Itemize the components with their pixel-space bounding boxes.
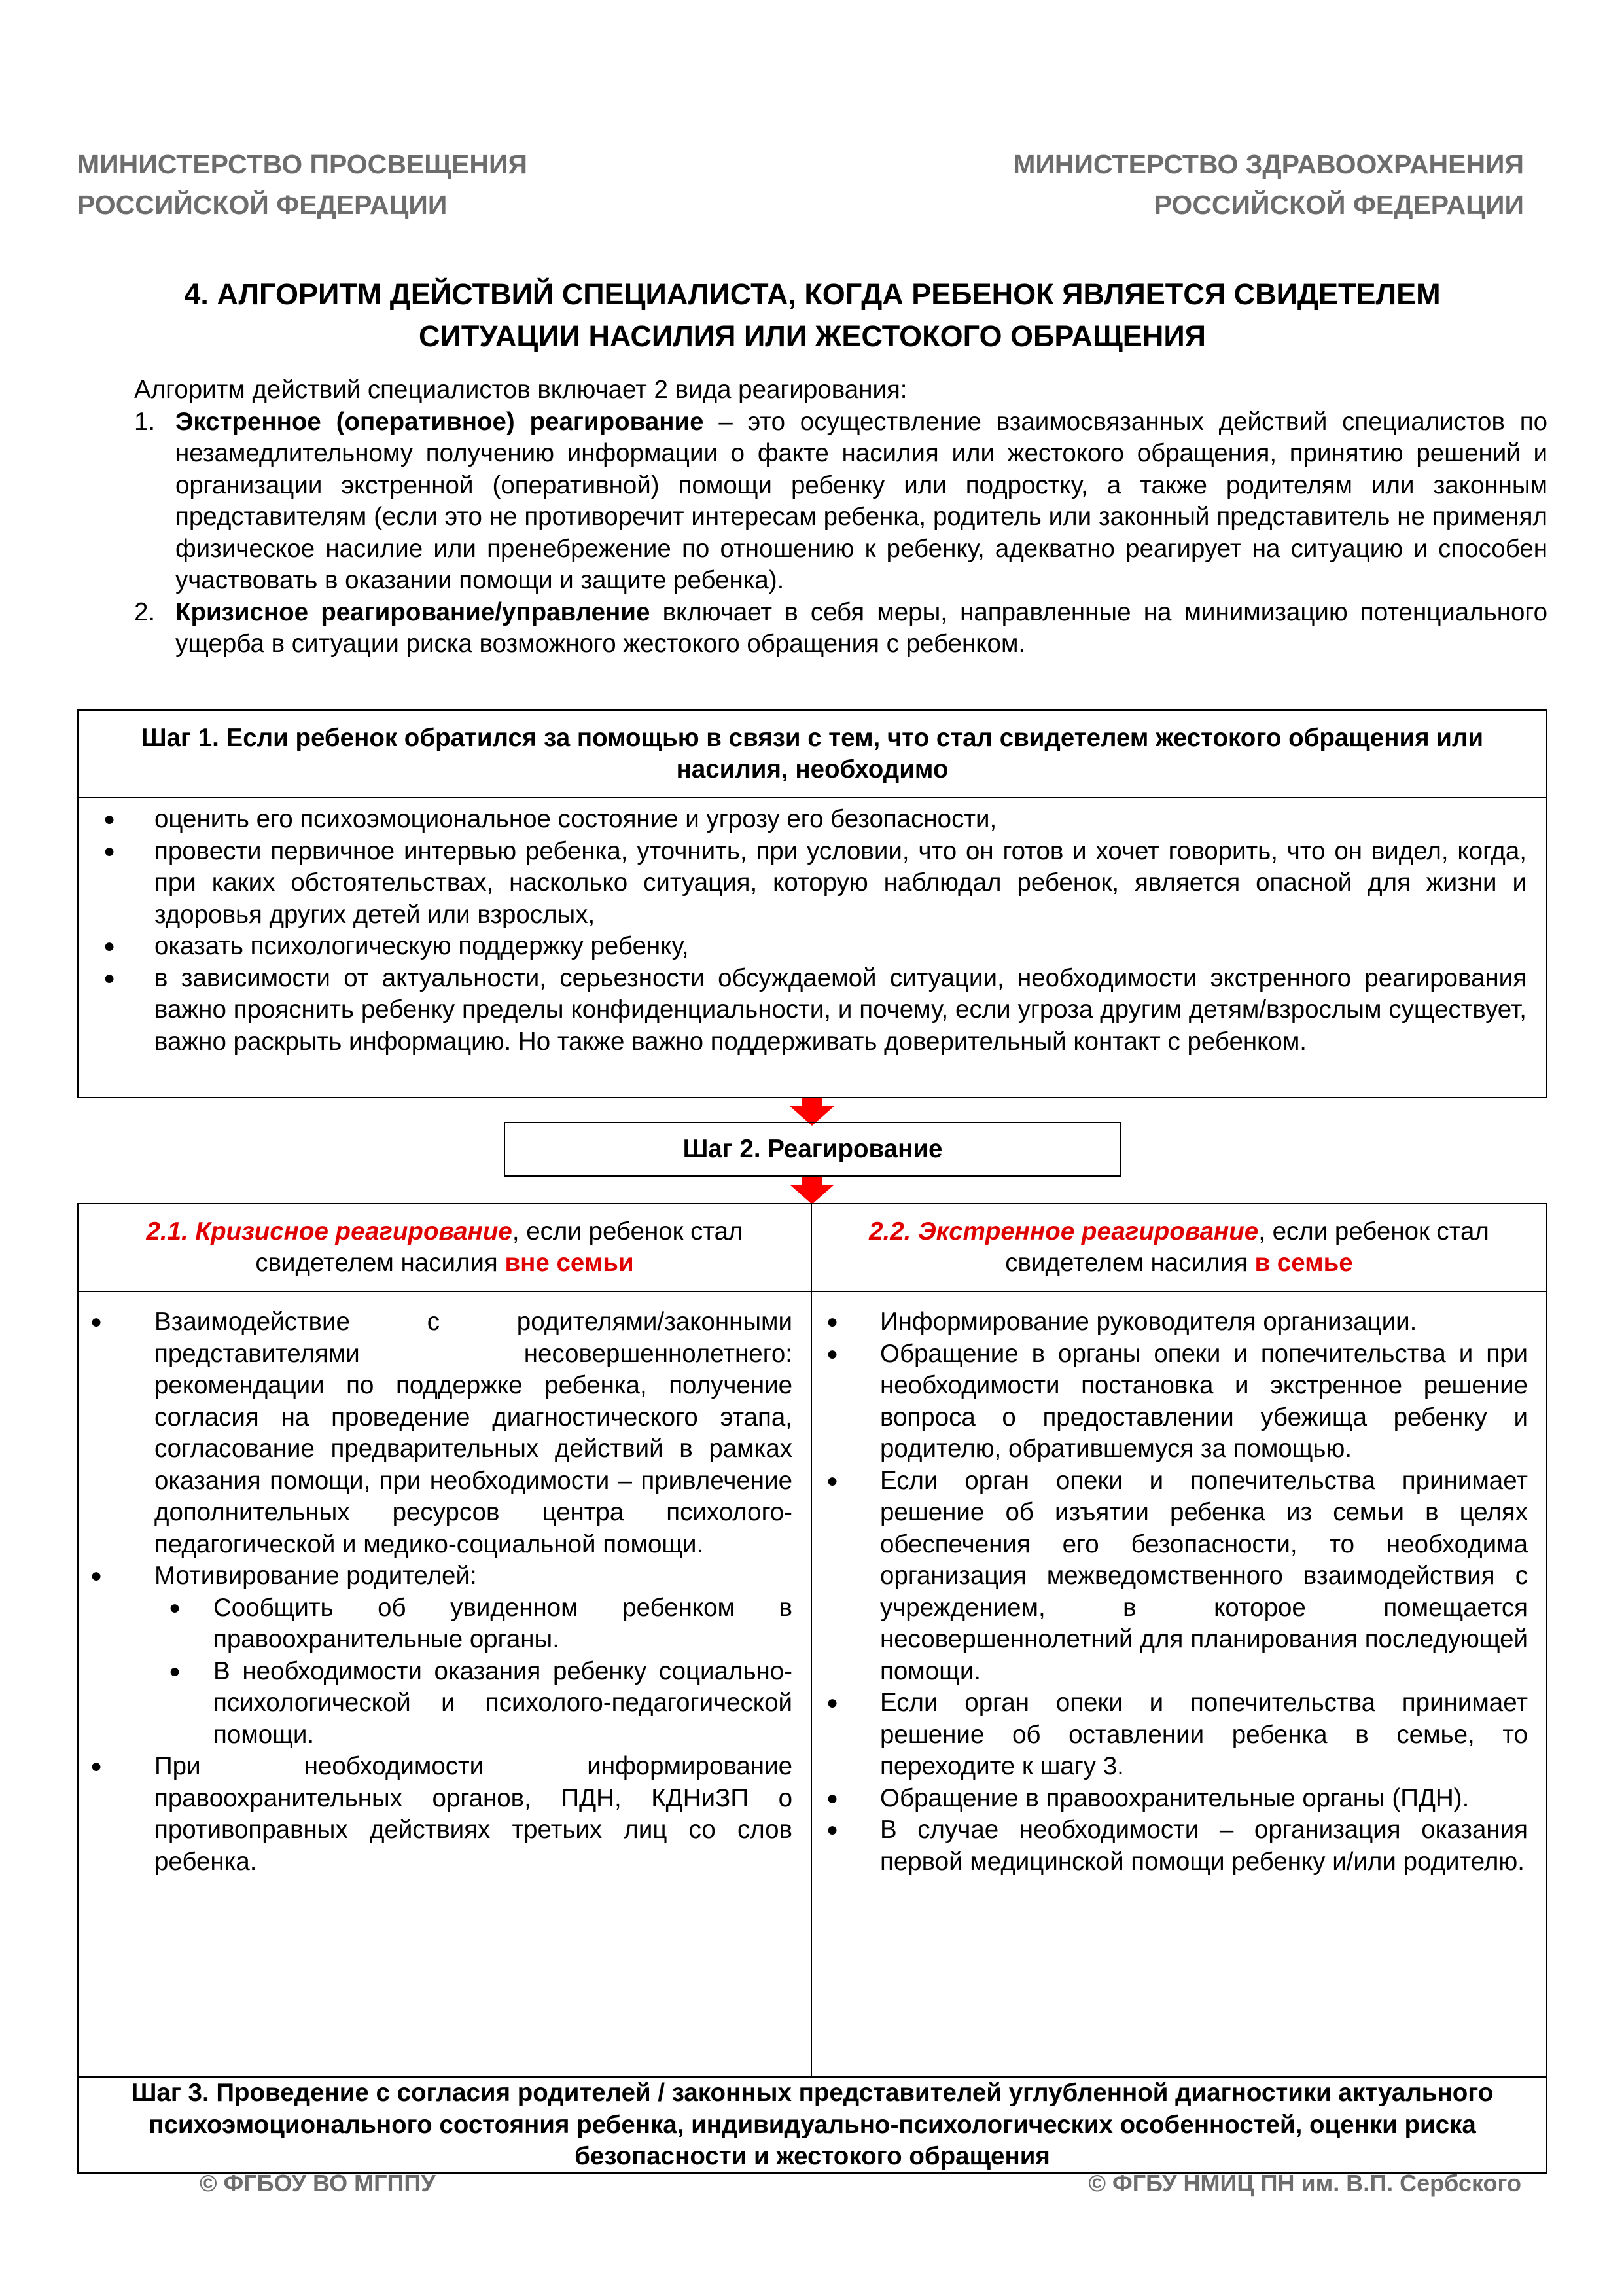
- crisis-column-head: [79, 1204, 811, 1292]
- list-item: [79, 1560, 792, 1751]
- intro-lead: Алгоритм действий специалистов включает 2 вида реагирования:: [134, 376, 908, 404]
- footer-right: © ФГБУ НМИЦ ПН им. В.П. Сербского: [1088, 2170, 1521, 2197]
- list-item: ● При необходимости информирование правоохранительных органов, ПДН, КДНиЗП о противоправных действиях третьих лиц со слов ребенка.: [79, 1751, 792, 1878]
- list-item: ● Информирование руководителя организации.: [812, 1306, 1528, 1338]
- header-right: [1013, 144, 1524, 225]
- list-item-text: Мотивирование родителей:: [154, 1562, 477, 1590]
- page-title-line2: СИТУАЦИИ НАСИЛИЯ ИЛИ ЖЕСТОКОГО ОБРАЩЕНИЯ: [418, 319, 1207, 353]
- list-item: ● оказать психологическую поддержку ребенку,: [79, 931, 1527, 963]
- header-left-line1: МИНИСТЕРСТВО ПРОСВЕЩЕНИЯ: [77, 149, 527, 179]
- step1-box: [77, 709, 1547, 1098]
- list-item: ● Обращение в органы опеки и попечительства и при необходимости постановка и экстренное решение вопроса о предоставлении убежища ребенку и родителю, обратившемуся за помощью.: [812, 1338, 1528, 1465]
- sub-list-item: ● В необходимости оказания ребенку социально-психологической и психолого-педагогической помощи.: [154, 1656, 792, 1751]
- sub-list: [154, 1592, 792, 1751]
- intro-list: [134, 406, 1547, 660]
- emergency-list: [812, 1306, 1546, 1878]
- page-title-line1: 4. АЛГОРИТМ ДЕЙСТВИЙ СПЕЦИАЛИСТА, КОГДА РЕБЕНОК ЯВЛЯЕТСЯ СВИДЕТЕЛЕМ: [184, 278, 1441, 311]
- list-item: ● Если орган опеки и попечительства принимает решение об оставлении ребенка в семье, то переходите к шагу 3.: [812, 1687, 1528, 1783]
- step3-title: Шаг 3. Проведение с согласия родителей / законных представителей углубленной диагностики актуального психоэмоционального состояния ребенка, индивидуально-психологических особенностей, оценки риска безопасности и жестокого обращения: [131, 2079, 1494, 2171]
- intro-item: [134, 406, 1547, 597]
- step3-box: [77, 2077, 1547, 2174]
- list-item: ● Обращение в правоохранительные органы (ПДН).: [812, 1783, 1528, 1815]
- header-right-line1: МИНИСТЕРСТВО ЗДРАВООХРАНЕНИЯ: [1013, 149, 1524, 179]
- list-item: ● Взаимодействие с родителями/законными представителями несовершеннолетнего: рекомендации по поддержке ребенка, получение согласия на проведение диагностического этапа, согласование предварительных действий в рамках оказания помощи, при необходимости – привлечение дополнительных ресурсов центра психолого-педагогической и медико-социальной помощи.: [79, 1306, 792, 1560]
- step1-list: [79, 804, 1546, 1058]
- intro-item-text: – это осуществление взаимосвязанных действий специалистов по незамедлительному получению информации о факте насилия или жестокого обращения, принятию решений и организации экстренной (оперативной) помощи ребенку или подростку, а также родителям или законным представителям (если это не противоречит интересам ребенка, родитель или законный представитель не применял физическое насилие или пренебрежение по отношению к ребенку, адекватно реагирует на ситуацию и способен участвовать в оказании помощи и защите ребенка).: [175, 407, 1547, 594]
- list-item: ● В случае необходимости – организация оказания первой медицинской помощи ребенку и/или родителю.: [812, 1814, 1528, 1878]
- reaction-table: [77, 1203, 1547, 2077]
- crisis-head-text: , если ребенок стал свидетелем насилия: [255, 1217, 743, 1277]
- intro-section: [134, 374, 1547, 660]
- header-right-line2: РОССИЙСКОЙ ФЕДЕРАЦИИ: [1154, 190, 1524, 220]
- emergency-head-term: 2.2. Экстренное реагирование: [869, 1217, 1259, 1246]
- crisis-head-term: 2.1. Кризисное реагирование: [146, 1217, 512, 1246]
- sub-list-item: ● Сообщить об увиденном ребенком в правоохранительные органы.: [154, 1592, 792, 1656]
- step2-title: Шаг 2. Реагирование: [682, 1135, 943, 1163]
- list-item: ● оценить его психоэмоциональное состояние и угрозу его безопасности,: [79, 804, 1527, 836]
- emergency-column: [812, 1204, 1546, 2076]
- emergency-column-head: [812, 1204, 1546, 1292]
- crisis-list: [79, 1306, 811, 1878]
- list-item: ● в зависимости от актуальности, серьезности обсуждаемой ситуации, необходимости экстренного реагирования важно прояснить ребенку пределы конфиденциальности, и почему, если угроза другим детям/взрослым существует, важно раскрыть информацию. Но также важно поддерживать доверительный контакт с ребенком.: [79, 963, 1527, 1058]
- arrow-down-icon: [790, 1185, 834, 1204]
- step2-box: [504, 1122, 1121, 1177]
- intro-item-number: 2.: [134, 598, 156, 626]
- intro-item-term: Кризисное реагирование/управление: [175, 598, 650, 626]
- intro-item: [134, 597, 1547, 660]
- header-left-line2: РОССИЙСКОЙ ФЕДЕРАЦИИ: [77, 190, 448, 220]
- list-item: ● провести первичное интервью ребенка, уточнить, при условии, что он готов и хочет говорить, что он видел, когда, при каких обстоятельствах, насколько ситуация, которую наблюдал ребенок, является опасной для жизни и здоровья других детей или взрослых,: [79, 836, 1527, 931]
- intro-item-number: 1.: [134, 407, 156, 436]
- footer-left: © ФГБОУ ВО МГППУ: [200, 2170, 436, 2197]
- crisis-column: [79, 1204, 812, 2076]
- header-left: [77, 144, 527, 225]
- emergency-head-text: , если ребенок стал свидетелем насилия: [1005, 1217, 1489, 1277]
- intro-item-term: Экстренное (оперативное) реагирование: [175, 407, 704, 436]
- list-item: ● Если орган опеки и попечительства принимает решение об изъятии ребенка из семьи в целях обеспечения его безопасности, то необходима организация межведомственного взаимодействия с учреждением, в которое помещается несовершеннолетний для планирования последующей помощи.: [812, 1465, 1528, 1688]
- crisis-head-highlight: вне семьи: [504, 1249, 634, 1277]
- arrow-down-icon-stem: [802, 1098, 822, 1106]
- emergency-head-highlight: в семье: [1254, 1249, 1353, 1277]
- page-title: [77, 274, 1547, 357]
- intro-item-text: включает в себя меры, направленные на минимизацию потенциального ущерба в ситуации риска возможного жестокого обращения с ребенком.: [175, 598, 1547, 658]
- step1-title: Шаг 1. Если ребенок обратился за помощью в связи с тем, что стал свидетелем жестокого обращения или насилия, необходимо: [79, 711, 1546, 798]
